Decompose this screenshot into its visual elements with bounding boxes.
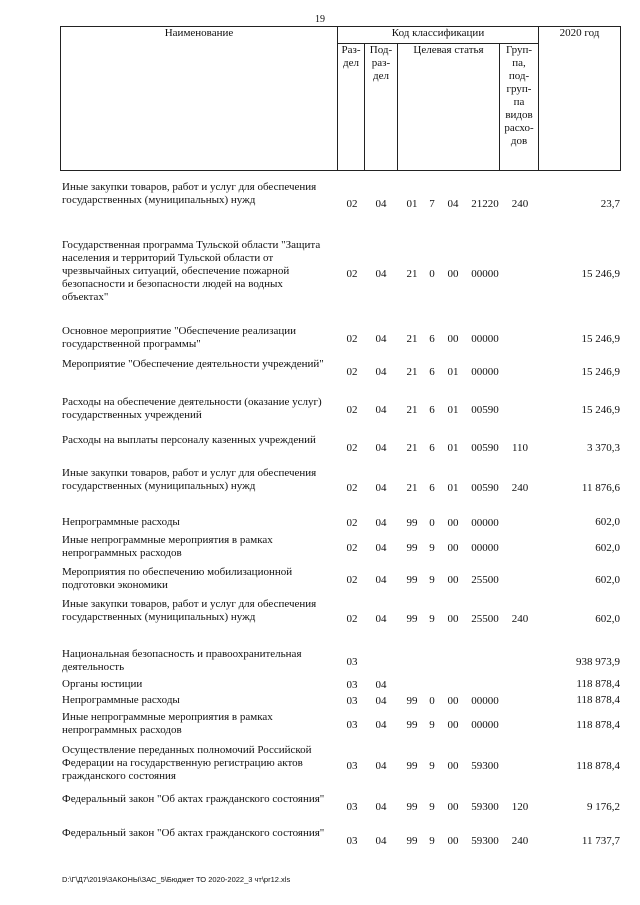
row-code-rz: 02 (346, 268, 358, 280)
row-code-t1: 99 (406, 695, 418, 707)
row-name: Национальная безопасность и правоохранительная деятельность (62, 648, 302, 673)
row-name: Иные непрограммные мероприятия в рамках непрограммных расходов (62, 534, 273, 559)
row-code-pr: 04 (375, 835, 387, 847)
row-code-t4: 00000 (471, 268, 499, 280)
row-code-rz: 02 (346, 333, 358, 345)
row-code-t4: 00000 (471, 542, 499, 554)
row-name: Иные непрограммные мероприятия в рамках непрограммных расходов (62, 711, 273, 736)
row-code-t1: 99 (406, 542, 418, 554)
row-name: Федеральный закон "Об актах гражданского состояния" (62, 827, 325, 839)
table-row (60, 534, 620, 564)
table-row (60, 678, 620, 693)
row-code-t3: 01 (447, 404, 459, 416)
row-amount: 602,0 (595, 613, 620, 625)
row-code-rz: 02 (346, 366, 358, 378)
row-code-pr: 04 (375, 482, 387, 494)
row-code-rz: 02 (346, 442, 358, 454)
table-header (60, 26, 621, 171)
table-row (60, 467, 620, 511)
row-code-t1: 99 (406, 574, 418, 586)
row-code-t3: 00 (447, 801, 459, 813)
row-code-t4: 00590 (471, 482, 499, 494)
row-amount: 9 176,2 (587, 801, 620, 813)
row-code-t1: 99 (406, 719, 418, 731)
row-code-t4: 00000 (471, 517, 499, 529)
table-row (60, 598, 620, 642)
row-code-t2: 0 (429, 695, 435, 707)
row-code-t2: 0 (429, 517, 435, 529)
row-name: Непрограммные расходы (62, 516, 180, 528)
row-amount: 602,0 (595, 542, 620, 554)
row-code-t2: 6 (429, 333, 435, 345)
table-row (60, 827, 620, 857)
row-code-rz: 03 (346, 679, 358, 691)
row-code-t1: 99 (406, 760, 418, 772)
row-name: Иные закупки товаров, работ и услуг для обеспечения государственных (муниципальных) нужд (62, 598, 317, 623)
row-code-t1: 99 (406, 801, 418, 813)
row-name: Основное мероприятие "Обеспечение реализации государственной программы" (62, 325, 297, 350)
row-code-t1: 01 (406, 198, 418, 210)
row-code-t2: 9 (429, 613, 435, 625)
row-code-t1: 99 (406, 613, 418, 625)
row-code-pr: 04 (375, 366, 387, 378)
row-code-t4: 21220 (471, 198, 499, 210)
row-amount: 11 737,7 (581, 835, 620, 847)
row-amount: 23,7 (600, 198, 620, 210)
row-code-t3: 00 (447, 542, 459, 554)
row-code-t1: 21 (406, 442, 418, 454)
row-code-t3: 01 (447, 442, 459, 454)
row-code-pr: 04 (375, 760, 387, 772)
row-code-t2: 9 (429, 719, 435, 731)
table-row (60, 694, 620, 709)
row-code-vr: 120 (511, 801, 529, 813)
row-code-pr: 04 (375, 679, 387, 691)
row-code-rz: 02 (346, 613, 358, 625)
row-code-t4: 00000 (471, 719, 499, 731)
row-amount: 15 246,9 (581, 404, 620, 416)
table-row (60, 358, 620, 388)
row-code-t3: 00 (447, 517, 459, 529)
row-code-pr: 04 (375, 801, 387, 813)
table-row (60, 744, 620, 790)
row-code-t4: 00000 (471, 366, 499, 378)
row-code-pr: 04 (375, 542, 387, 554)
row-code-rz: 02 (346, 517, 358, 529)
row-name: Мероприятие "Обеспечение деятельности учреждений" (62, 358, 324, 370)
row-code-t4: 25500 (471, 574, 499, 586)
row-code-vr: 110 (511, 442, 529, 454)
row-code-rz: 02 (346, 482, 358, 494)
table-row (60, 239, 620, 311)
row-code-vr: 240 (511, 198, 529, 210)
header-year: 2020 год (539, 27, 621, 171)
row-name: Государственная программа Тульской области "Защита населения и территорий Тульской области от чрезвычайных ситуаций, обеспечение пожарной безопасности и безопасности людей на водных объектах" (62, 239, 321, 303)
row-code-t4: 00590 (471, 442, 499, 454)
table-row (60, 516, 620, 531)
row-code-t3: 00 (447, 695, 459, 707)
row-amount: 602,0 (595, 516, 620, 528)
header-code-classification: Код классификации (338, 27, 539, 44)
row-code-t3: 00 (447, 719, 459, 731)
row-name: Федеральный закон "Об актах гражданского состояния" (62, 793, 325, 805)
table-row (60, 325, 620, 355)
row-code-pr: 04 (375, 198, 387, 210)
row-amount: 118 878,4 (576, 694, 620, 706)
row-code-t3: 04 (447, 198, 459, 210)
row-code-t3: 00 (447, 574, 459, 586)
row-code-t2: 0 (429, 268, 435, 280)
row-code-t2: 6 (429, 482, 435, 494)
row-code-pr: 04 (375, 695, 387, 707)
row-amount: 602,0 (595, 574, 620, 586)
row-amount: 15 246,9 (581, 268, 620, 280)
row-name: Осуществление переданных полномочий Российской Федерации на государственную регистрацию актов гражданского состояния (62, 744, 312, 782)
row-code-rz: 03 (346, 695, 358, 707)
row-code-t4: 25500 (471, 613, 499, 625)
row-code-rz: 03 (346, 760, 358, 772)
row-code-t2: 6 (429, 366, 435, 378)
row-code-t1: 99 (406, 835, 418, 847)
row-code-pr: 04 (375, 268, 387, 280)
row-code-t2: 6 (429, 404, 435, 416)
row-amount: 118 878,4 (576, 678, 620, 690)
row-code-t1: 21 (406, 482, 418, 494)
row-name: Мероприятия по обеспечению мобилизационной подготовки экономики (62, 566, 293, 591)
row-code-t3: 00 (447, 835, 459, 847)
row-code-rz: 03 (346, 801, 358, 813)
row-code-t4: 59300 (471, 760, 499, 772)
row-code-t1: 21 (406, 268, 418, 280)
row-code-pr: 04 (375, 517, 387, 529)
table-row (60, 566, 620, 596)
row-code-t2: 7 (429, 198, 435, 210)
row-code-rz: 03 (346, 719, 358, 731)
row-code-rz: 02 (346, 574, 358, 586)
row-amount: 118 878,4 (576, 760, 620, 772)
row-code-rz: 02 (346, 542, 358, 554)
header-name: Наименование (61, 27, 338, 171)
row-amount: 15 246,9 (581, 333, 620, 345)
row-code-t2: 9 (429, 801, 435, 813)
row-code-t1: 21 (406, 333, 418, 345)
header-podrazdel: Под- раз- дел (365, 44, 398, 171)
row-code-t2: 9 (429, 760, 435, 772)
table-row (60, 711, 620, 741)
row-amount: 11 876,6 (581, 482, 620, 494)
row-code-t3: 00 (447, 268, 459, 280)
file-path-footer: D:\Г\Д7\2019\ЗАКОНЫ\ЗАС_5\Бюджет ТО 2020-2022_3 чт\pr12.xls (62, 875, 291, 884)
row-code-t4: 00000 (471, 695, 499, 707)
row-code-t2: 9 (429, 574, 435, 586)
table-row (60, 648, 620, 678)
row-code-t1: 21 (406, 366, 418, 378)
row-code-pr: 04 (375, 574, 387, 586)
row-code-vr: 240 (511, 835, 529, 847)
row-code-t4: 59300 (471, 801, 499, 813)
row-code-t2: 9 (429, 542, 435, 554)
row-name: Органы юстиции (62, 678, 143, 690)
page-number: 19 (315, 14, 325, 25)
row-name: Иные закупки товаров, работ и услуг для обеспечения государственных (муниципальных) нужд (62, 467, 317, 492)
row-code-t3: 00 (447, 760, 459, 772)
header-expense-group: Груп- па, под- груп- па видов расхо- дов (500, 44, 539, 171)
row-name: Расходы на выплаты персоналу казенных учреждений (62, 434, 316, 446)
row-amount: 3 370,3 (587, 442, 620, 454)
row-code-t4: 00590 (471, 404, 499, 416)
row-code-pr: 04 (375, 442, 387, 454)
table-row (60, 396, 620, 426)
row-code-t1: 21 (406, 404, 418, 416)
row-name: Иные закупки товаров, работ и услуг для обеспечения государственных (муниципальных) нужд (62, 181, 317, 206)
row-code-t3: 00 (447, 613, 459, 625)
row-code-t2: 6 (429, 442, 435, 454)
row-amount: 118 878,4 (576, 719, 620, 731)
row-code-t4: 00000 (471, 333, 499, 345)
table-row (60, 181, 620, 229)
header-target-article: Целевая статья (398, 44, 500, 171)
header-razdel: Раз- дел (338, 44, 365, 171)
row-code-t3: 01 (447, 482, 459, 494)
row-code-t4: 59300 (471, 835, 499, 847)
row-code-t1: 99 (406, 517, 418, 529)
row-code-pr: 04 (375, 333, 387, 345)
row-code-vr: 240 (511, 482, 529, 494)
row-code-t2: 9 (429, 835, 435, 847)
row-code-rz: 02 (346, 404, 358, 416)
row-code-pr: 04 (375, 404, 387, 416)
table-row (60, 793, 620, 823)
row-code-rz: 03 (346, 835, 358, 847)
row-code-rz: 02 (346, 198, 358, 210)
row-amount: 15 246,9 (581, 366, 620, 378)
row-code-rz: 03 (346, 656, 358, 668)
row-name: Расходы на обеспечение деятельности (оказание услуг) государственных учреждений (62, 396, 322, 421)
row-code-pr: 04 (375, 719, 387, 731)
table-row (60, 434, 620, 464)
row-code-vr: 240 (511, 613, 529, 625)
row-name: Непрограммные расходы (62, 694, 180, 706)
row-code-t3: 00 (447, 333, 459, 345)
row-amount: 938 973,9 (576, 656, 620, 668)
row-code-pr: 04 (375, 613, 387, 625)
row-code-t3: 01 (447, 366, 459, 378)
